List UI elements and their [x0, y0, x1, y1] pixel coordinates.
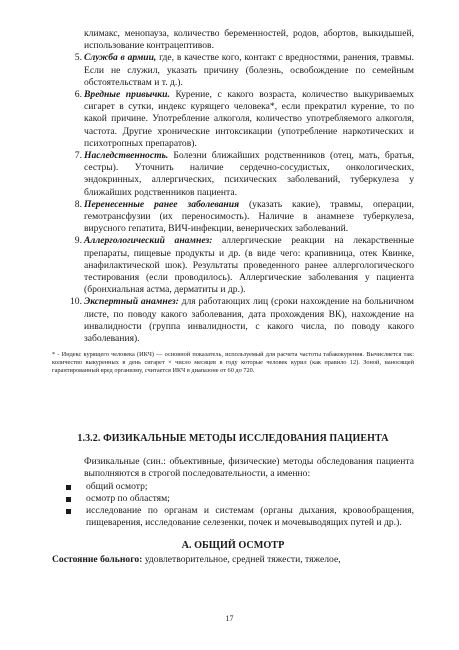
bullet-square-icon [66, 497, 71, 502]
item-number: 6. [74, 89, 82, 101]
list-item [52, 235, 414, 296]
page-number: 17 [225, 614, 234, 623]
bullet-text: исследование по органам и системам (органы дыхания, кровообращения, пищеварения, исследование селезенки, почек и мочевыводящих путей и др.). [86, 505, 414, 529]
bullet-text: осмотр по областям; [86, 492, 170, 504]
item-number: 7. [74, 150, 82, 162]
list-item [52, 150, 414, 199]
list-item [52, 52, 414, 89]
item-text: Болезни ближайших родственников (отец, мать, братья, сестры). Уточнить наличие сердечно-сосудистых, онкологических, эндокринных, аллергических, психических заболеваний, туберкулеза у ближайших родственников пациента. [84, 150, 414, 198]
item-text: (указать какие), травмы, операции, гемотрансфузии (их переносимость). Наличие в анамнезе туберкулеза, вирусного гепатита, ВИЧ-инфекции, венерических заболеваний. [84, 198, 414, 235]
item-number: 8. [74, 198, 82, 210]
page-content [52, 28, 414, 566]
list-item [52, 493, 414, 505]
item-number: 5. [74, 52, 82, 64]
bullet-square-icon [66, 485, 71, 490]
item-text: аллергические реакции на лекарственные препараты, пищевые продукты и др. (в виде чего: крапивница, отек Квинке, анафилактической шок). Результаты проведенного ранее аллергологического тестирования (если проводилось). Аллергические заболевания у пациента (бронхиальная астма, дерматиты и др.). [84, 235, 414, 296]
item-heading: Перенесенные ранее заболевания [84, 198, 240, 210]
state-label: Состояние больного: [52, 553, 143, 565]
section-intro: Физикальные (син.: объективные, физические) методы обследования пациента выполняются в строгой последовательности, а именно: [84, 456, 414, 480]
list-item [52, 199, 414, 236]
list-item [52, 89, 414, 150]
anamnesis-list [52, 52, 414, 345]
state-paragraph [52, 554, 414, 566]
bullet-square-icon [66, 509, 71, 514]
item-number: 9. [74, 235, 82, 247]
item-number: 10. [70, 296, 82, 308]
item-text: где, в качестве кого, контакт с вредностями, ранения, травмы. Если не служил, указать причину (болезнь, освобождение по семейным обстоятельствам и т. д.). [84, 52, 414, 88]
subsection-title: А. ОБЩИЙ ОСМОТР [181, 539, 285, 551]
item-text: для работающих лиц (сроки нахождение на больничном листе, по поводу какого заболевания, дата прохождения ВК), нахождение на инвалидности (группа инвалидности, с какого числа, по поводу какого заболевания). [84, 296, 414, 345]
item-heading: Вредные привычки. [84, 89, 170, 101]
item-heading: Экспертный анамнез: [84, 296, 179, 308]
footnote: * - Индекс курящего человека (ИКЧ) — основной показатель, используемый для расчета частоты табакокурения. Вычисляется так: количество выкуренных в день сигарет × число месяцев в году которые человек курил (как правило 12). Зоной, наносящей гарантированный вред организму, считается ИКЧ в диапазоне от 60 до 720. [52, 351, 414, 375]
methods-bullet-list [52, 481, 414, 530]
section-title: 1.3.2. ФИЗИКАЛЬНЫЕ МЕТОДЫ ИССЛЕДОВАНИЯ ПАЦИЕНТА [77, 433, 389, 445]
item-heading: Аллергологический анамнез: [84, 235, 213, 247]
item-heading: Наследственность. [84, 150, 169, 162]
list-item [52, 505, 414, 529]
list-item [52, 481, 414, 493]
bullet-text: общий осмотр; [86, 480, 148, 492]
item-text: Курение, с какого возраста, количество выкуриваемых сигарет в сутки, индекс курящего человека*, если прекратил курение, то по какой причине. Употребление алкоголя, количество употребляемого алкоголя, частота. Другие хронические интоксикации (употребление наркотических и психотропных препаратов). [84, 89, 414, 149]
list-item [52, 296, 414, 345]
intro-paragraph: климакс, менопауза, количество беременностей, родов, абортов, выкидышей, использование контрацептивов. [84, 28, 414, 52]
state-text: удовлетворительное, средней тяжести, тяжелое, [142, 553, 341, 565]
item-heading: Служба в армии, [84, 52, 157, 64]
